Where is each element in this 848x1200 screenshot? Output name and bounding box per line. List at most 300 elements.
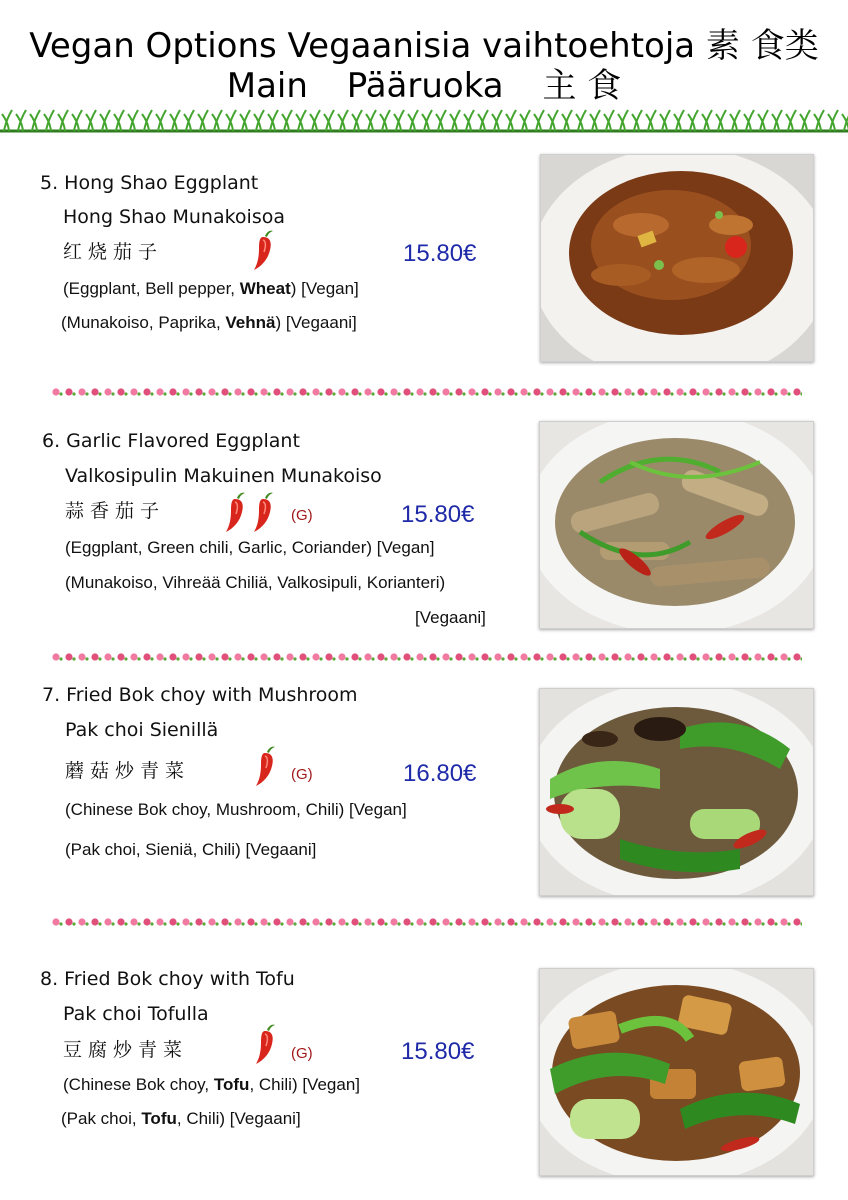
leaf-dot xyxy=(267,922,270,925)
flower-dot xyxy=(182,918,189,925)
flower-dot xyxy=(481,653,488,660)
flower-divider xyxy=(50,386,802,398)
flower-dot xyxy=(312,653,319,660)
leaf-dot xyxy=(514,922,517,925)
leaf-dot xyxy=(189,922,192,925)
flower-dot xyxy=(546,918,553,925)
leaf-dot xyxy=(254,922,257,925)
flower-dot xyxy=(377,918,384,925)
leaf-dot xyxy=(800,392,802,395)
flower-dot xyxy=(117,653,124,660)
leaf-dot xyxy=(319,922,322,925)
leaf-dot xyxy=(137,922,140,925)
flower-dot xyxy=(299,918,306,925)
dish-name-fi: Pak choi Sienillä xyxy=(65,719,219,741)
leaf-dot xyxy=(579,657,582,660)
flower-dot xyxy=(624,918,631,925)
flower-dot xyxy=(585,918,592,925)
allergen-highlight: Tofu xyxy=(213,1075,250,1094)
subtitle-zh: 主 食 xyxy=(542,66,622,106)
leaf-dot xyxy=(410,657,413,660)
flower-dot xyxy=(169,653,176,660)
leaf-dot xyxy=(150,657,153,660)
leaf-dot xyxy=(696,392,699,395)
flower-dot xyxy=(130,388,137,395)
flower-dot xyxy=(195,388,202,395)
flower-dot xyxy=(143,918,150,925)
leaf-dot xyxy=(241,922,244,925)
flower-dot xyxy=(650,653,657,660)
flower-dot xyxy=(611,918,618,925)
flower-dot xyxy=(767,918,774,925)
flower-dot xyxy=(598,918,605,925)
flower-dot xyxy=(273,388,280,395)
leaf-dot xyxy=(800,922,802,925)
leaf-dot xyxy=(384,657,387,660)
flower-dot xyxy=(273,653,280,660)
dish-description-fi: (Pak choi, Sieniä, Chili) [Vegaani] xyxy=(65,840,317,859)
leaf-dot xyxy=(501,392,504,395)
dish-description-en: (Eggplant, Green chili, Garlic, Coriander) [Vegan] xyxy=(65,538,435,557)
dish-description-en: (Chinese Bok choy, Mushroom, Chili) [Vegan] xyxy=(65,800,407,819)
flower-dot xyxy=(442,653,449,660)
flower-dot xyxy=(65,388,72,395)
gluten-free-badge: (G) xyxy=(291,507,313,524)
leaf-dot xyxy=(540,657,543,660)
flower-dot xyxy=(676,653,683,660)
flower-dot xyxy=(117,918,124,925)
flower-dot xyxy=(637,388,644,395)
flower-dot xyxy=(728,388,735,395)
flower-dot xyxy=(533,653,540,660)
flower-dot xyxy=(481,918,488,925)
leaf-dot xyxy=(475,922,478,925)
leaf-dot xyxy=(644,922,647,925)
leaf-dot xyxy=(605,392,608,395)
leaf-dot xyxy=(527,922,530,925)
flower-dot xyxy=(585,388,592,395)
leaf-dot xyxy=(345,392,348,395)
chili-pepper-icon xyxy=(252,744,278,788)
leaf-dot xyxy=(397,392,400,395)
leaf-dot xyxy=(709,392,712,395)
flower-dot xyxy=(403,388,410,395)
leaf-dot xyxy=(358,922,361,925)
flower-dot xyxy=(78,388,85,395)
leaf-dot xyxy=(358,392,361,395)
leaf-dot xyxy=(514,392,517,395)
flower-dot xyxy=(299,388,306,395)
flower-dot xyxy=(182,388,189,395)
leaf-dot xyxy=(293,922,296,925)
leaf-dot xyxy=(332,657,335,660)
flower-dot xyxy=(624,653,631,660)
leaf-dot xyxy=(774,922,777,925)
flower-dot xyxy=(455,653,462,660)
leaf-dot xyxy=(410,922,413,925)
dish-name-fi: Valkosipulin Makuinen Munakoiso xyxy=(65,465,382,487)
leaf-dot xyxy=(72,392,75,395)
leaf-dot xyxy=(358,657,361,660)
flower-dot xyxy=(208,918,215,925)
flower-dot xyxy=(520,918,527,925)
flower-dot xyxy=(130,918,137,925)
leaf-dot xyxy=(553,922,556,925)
leaf-dot xyxy=(345,922,348,925)
dish-name-fi: Hong Shao Munakoisoa xyxy=(63,206,285,228)
page-title: Vegan Options Vegaanisia vaihtoehtoja 素 食类 xyxy=(29,26,819,66)
flower-dot xyxy=(325,918,332,925)
flower-dot xyxy=(91,388,98,395)
leaf-dot xyxy=(215,657,218,660)
subtitle-en: Main xyxy=(226,66,308,106)
flower-dot xyxy=(741,653,748,660)
leaf-dot xyxy=(527,392,530,395)
leaf-dot xyxy=(553,657,556,660)
flower-dot xyxy=(715,918,722,925)
leaf-dot xyxy=(774,392,777,395)
flower-dot xyxy=(728,653,735,660)
leaf-dot xyxy=(475,657,478,660)
flower-dot xyxy=(793,653,800,660)
flower-dot xyxy=(559,918,566,925)
leaf-dot xyxy=(696,657,699,660)
leaf-dot xyxy=(163,657,166,660)
leaf-dot xyxy=(202,392,205,395)
flower-dot xyxy=(143,388,150,395)
flower-dot xyxy=(429,653,436,660)
flower-dot xyxy=(468,653,475,660)
leaf-dot xyxy=(592,922,595,925)
flower-dot xyxy=(91,918,98,925)
leaf-dot xyxy=(85,922,88,925)
flower-dot xyxy=(52,918,59,925)
flower-dot xyxy=(572,388,579,395)
flower-dot xyxy=(663,918,670,925)
flower-dot xyxy=(338,388,345,395)
flower-dot xyxy=(741,918,748,925)
leaf-dot xyxy=(501,922,504,925)
flower-dot xyxy=(728,918,735,925)
flower-dot xyxy=(689,918,696,925)
flower-dot xyxy=(416,918,423,925)
leaf-dot xyxy=(202,922,205,925)
allergen-highlight: Vehnä xyxy=(225,313,276,332)
flower-dot xyxy=(91,653,98,660)
leaf-dot xyxy=(748,657,751,660)
leaf-dot xyxy=(449,392,452,395)
leaf-dot xyxy=(98,922,101,925)
leaf-dot xyxy=(241,657,244,660)
leaf-dot xyxy=(696,922,699,925)
flower-dot xyxy=(689,388,696,395)
flower-dot xyxy=(572,918,579,925)
flower-dot xyxy=(455,918,462,925)
chili-pepper-icon xyxy=(250,228,276,272)
flower-dot xyxy=(663,388,670,395)
dish-name-en: 8. Fried Bok choy with Tofu xyxy=(40,968,295,990)
leaf-dot xyxy=(683,922,686,925)
leaf-dot xyxy=(319,657,322,660)
flower-dot xyxy=(494,388,501,395)
leaf-dot xyxy=(631,657,634,660)
leaf-dot xyxy=(371,922,374,925)
leaf-dot xyxy=(722,922,725,925)
flower-dot xyxy=(494,918,501,925)
leaf-dot xyxy=(683,657,686,660)
leaf-dot xyxy=(124,922,127,925)
flower-dot xyxy=(65,918,72,925)
flower-dot xyxy=(546,653,553,660)
allergen-highlight: Wheat xyxy=(239,279,291,298)
leaf-dot xyxy=(371,657,374,660)
leaf-dot xyxy=(787,922,790,925)
flower-dot xyxy=(611,653,618,660)
dish-description-fi: (Munakoiso, Paprika, Vehnä) [Vegaani] xyxy=(61,313,357,332)
leaf-dot xyxy=(85,392,88,395)
leaf-dot xyxy=(306,922,309,925)
leaf-dot xyxy=(579,922,582,925)
dish-photo xyxy=(539,968,814,1176)
leaf-dot xyxy=(267,657,270,660)
flower-dot xyxy=(286,918,293,925)
leaf-dot xyxy=(332,922,335,925)
flower-dot xyxy=(780,918,787,925)
dish-description-fi: (Pak choi, Tofu, Chili) [Vegaani] xyxy=(61,1109,301,1128)
flower-dot xyxy=(104,918,111,925)
leaf-dot xyxy=(566,392,569,395)
price: 15.80€ xyxy=(401,501,475,528)
leaf-dot xyxy=(215,392,218,395)
leaf-dot xyxy=(176,922,179,925)
leaf-dot xyxy=(215,922,218,925)
leaf-dot xyxy=(267,392,270,395)
grass-border xyxy=(0,104,848,134)
leaf-dot xyxy=(631,922,634,925)
flower-dot xyxy=(169,388,176,395)
leaf-dot xyxy=(319,392,322,395)
flower-dot xyxy=(715,653,722,660)
flower-dot xyxy=(754,918,761,925)
leaf-dot xyxy=(605,922,608,925)
leaf-dot xyxy=(384,392,387,395)
leaf-dot xyxy=(189,392,192,395)
dish-name-zh: 蘑菇炒青菜 xyxy=(65,760,191,782)
dish-description-en: (Eggplant, Bell pepper, Wheat) [Vegan] xyxy=(63,279,359,298)
flower-dot xyxy=(416,388,423,395)
leaf-dot xyxy=(436,657,439,660)
flower-dot xyxy=(390,918,397,925)
flower-dot xyxy=(351,918,358,925)
leaf-dot xyxy=(293,392,296,395)
leaf-dot xyxy=(306,657,309,660)
flower-dot xyxy=(507,388,514,395)
leaf-dot xyxy=(475,392,478,395)
flower-dot xyxy=(208,653,215,660)
flower-dot xyxy=(559,653,566,660)
leaf-dot xyxy=(800,657,802,660)
flower-dot xyxy=(364,918,371,925)
flower-dot xyxy=(559,388,566,395)
chili-pepper-icon xyxy=(222,490,248,534)
leaf-dot xyxy=(566,922,569,925)
leaf-dot xyxy=(787,657,790,660)
leaf-dot xyxy=(657,392,660,395)
dish-photo xyxy=(540,154,814,362)
flower-dot xyxy=(455,388,462,395)
dish-photo xyxy=(539,421,814,629)
leaf-dot xyxy=(293,657,296,660)
leaf-dot xyxy=(540,922,543,925)
dish-name-zh: 豆腐炒青菜 xyxy=(63,1039,189,1061)
leaf-dot xyxy=(124,657,127,660)
leaf-dot xyxy=(254,392,257,395)
leaf-dot xyxy=(709,657,712,660)
leaf-dot xyxy=(462,392,465,395)
flower-dot xyxy=(338,918,345,925)
leaf-dot xyxy=(618,922,621,925)
leaf-dot xyxy=(163,922,166,925)
leaf-dot xyxy=(150,392,153,395)
leaf-dot xyxy=(670,922,673,925)
flower-dot xyxy=(182,653,189,660)
leaf-dot xyxy=(254,657,257,660)
leaf-dot xyxy=(566,657,569,660)
dish-description-fi-tag: [Vegaani] xyxy=(415,608,486,627)
flower-dot xyxy=(793,918,800,925)
flower-dot xyxy=(767,388,774,395)
grass-blade xyxy=(2,110,848,131)
flower-dot xyxy=(247,388,254,395)
leaf-dot xyxy=(774,657,777,660)
leaf-dot xyxy=(618,392,621,395)
dish-name-en: 5. Hong Shao Eggplant xyxy=(40,172,259,194)
flower-dot xyxy=(468,388,475,395)
leaf-dot xyxy=(579,392,582,395)
flower-dot xyxy=(52,653,59,660)
leaf-dot xyxy=(124,392,127,395)
flower-dot xyxy=(702,653,709,660)
dish-description-en: (Chinese Bok choy, Tofu, Chili) [Vegan] xyxy=(63,1075,360,1094)
leaf-dot xyxy=(709,922,712,925)
leaf-dot xyxy=(657,657,660,660)
leaf-dot xyxy=(59,392,62,395)
flower-dot xyxy=(650,918,657,925)
leaf-dot xyxy=(722,392,725,395)
flower-dot xyxy=(325,653,332,660)
flower-dot xyxy=(312,918,319,925)
leaf-dot xyxy=(228,657,231,660)
dish-photo xyxy=(539,688,814,896)
flower-dot xyxy=(585,653,592,660)
gluten-free-badge: (G) xyxy=(291,766,313,783)
leaf-dot xyxy=(137,657,140,660)
flower-dot xyxy=(650,388,657,395)
flower-dot xyxy=(325,388,332,395)
flower-dot xyxy=(507,653,514,660)
leaf-dot xyxy=(592,657,595,660)
leaf-dot xyxy=(176,657,179,660)
flower-dot xyxy=(52,388,59,395)
leaf-dot xyxy=(761,392,764,395)
leaf-dot xyxy=(735,392,738,395)
leaf-dot xyxy=(735,922,738,925)
leaf-dot xyxy=(137,392,140,395)
flower-dot xyxy=(702,918,709,925)
flower-dot xyxy=(780,653,787,660)
leaf-dot xyxy=(111,922,114,925)
leaf-dot xyxy=(514,657,517,660)
leaf-dot xyxy=(540,392,543,395)
flower-dot xyxy=(754,653,761,660)
leaf-dot xyxy=(592,392,595,395)
leaf-dot xyxy=(553,392,556,395)
flower-dot xyxy=(533,388,540,395)
flower-dot xyxy=(351,653,358,660)
flower-dot xyxy=(260,918,267,925)
flower-dot xyxy=(546,388,553,395)
leaf-dot xyxy=(332,392,335,395)
flower-dot xyxy=(780,388,787,395)
leaf-dot xyxy=(722,657,725,660)
leaf-dot xyxy=(176,392,179,395)
flower-dot xyxy=(520,653,527,660)
leaf-dot xyxy=(501,657,504,660)
flower-divider xyxy=(50,916,802,928)
subtitle-fi: Pääruoka xyxy=(346,66,504,106)
flower-dot xyxy=(793,388,800,395)
flower-dot xyxy=(468,918,475,925)
flower-dot xyxy=(390,388,397,395)
leaf-dot xyxy=(410,392,413,395)
flower-dot xyxy=(299,653,306,660)
flower-dot xyxy=(741,388,748,395)
leaf-dot xyxy=(605,657,608,660)
flower-dot xyxy=(156,388,163,395)
flower-dot xyxy=(637,918,644,925)
flower-dot xyxy=(715,388,722,395)
dish-name-zh: 红烧茄子 xyxy=(63,241,164,263)
leaf-dot xyxy=(618,657,621,660)
leaf-dot xyxy=(423,922,426,925)
leaf-dot xyxy=(436,922,439,925)
flower-dot xyxy=(429,388,436,395)
flower-dot xyxy=(247,653,254,660)
leaf-dot xyxy=(787,392,790,395)
flower-dot xyxy=(572,653,579,660)
flower-dot xyxy=(676,918,683,925)
page-subtitle xyxy=(0,66,848,106)
leaf-dot xyxy=(670,657,673,660)
leaf-dot xyxy=(280,392,283,395)
leaf-dot xyxy=(202,657,205,660)
flower-dot xyxy=(442,388,449,395)
flower-dot xyxy=(156,918,163,925)
flower-dot xyxy=(130,653,137,660)
flower-dot xyxy=(403,653,410,660)
flower-dot xyxy=(702,388,709,395)
dish-name-en: 7. Fried Bok choy with Mushroom xyxy=(42,684,358,706)
flower-dot xyxy=(234,388,241,395)
leaf-dot xyxy=(436,392,439,395)
flower-dot xyxy=(520,388,527,395)
flower-dot xyxy=(364,388,371,395)
leaf-dot xyxy=(449,657,452,660)
flower-dot xyxy=(104,653,111,660)
chili-pepper-icon xyxy=(252,1022,278,1066)
price: 15.80€ xyxy=(403,240,477,267)
flower-dot xyxy=(481,388,488,395)
